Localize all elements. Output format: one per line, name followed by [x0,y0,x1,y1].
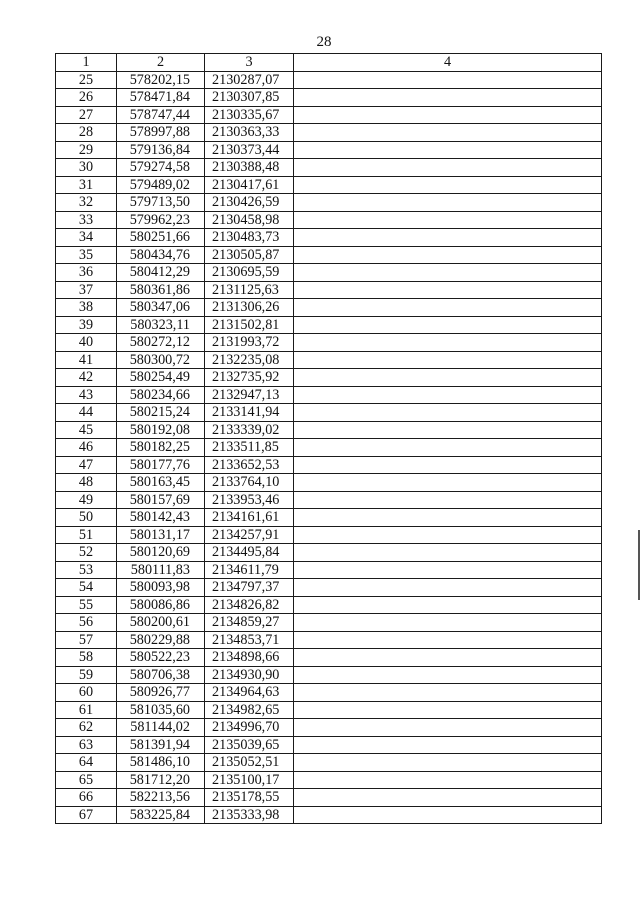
cell-x-coordinate: 580093,98 [117,579,205,597]
cell-x-coordinate: 580086,86 [117,596,205,614]
cell-notes [294,666,602,684]
cell-point-number: 48 [56,474,117,492]
cell-notes [294,491,602,509]
cell-y-coordinate: 2131993,72 [205,334,294,352]
cell-x-coordinate: 580434,76 [117,246,205,264]
cell-x-coordinate: 580177,76 [117,456,205,474]
cell-notes [294,369,602,387]
table-row [56,369,602,387]
cell-y-coordinate: 2130458,98 [205,211,294,229]
cell-notes [294,649,602,667]
cell-y-coordinate: 2132735,92 [205,369,294,387]
table-row [56,106,602,124]
cell-y-coordinate: 2134898,66 [205,649,294,667]
cell-point-number: 40 [56,334,117,352]
table-row [56,701,602,719]
cell-notes [294,544,602,562]
cell-point-number: 39 [56,316,117,334]
cell-y-coordinate: 2130695,59 [205,264,294,282]
cell-point-number: 62 [56,719,117,737]
cell-point-number: 66 [56,789,117,807]
cell-point-number: 61 [56,701,117,719]
cell-x-coordinate: 579274,58 [117,159,205,177]
cell-y-coordinate: 2134611,79 [205,561,294,579]
cell-point-number: 53 [56,561,117,579]
cell-notes [294,264,602,282]
cell-notes [294,474,602,492]
cell-point-number: 56 [56,614,117,632]
cell-y-coordinate: 2135100,17 [205,771,294,789]
table-row [56,544,602,562]
cell-y-coordinate: 2135178,55 [205,789,294,807]
cell-x-coordinate: 580522,23 [117,649,205,667]
table-header-row [56,54,602,72]
table-row [56,631,602,649]
table-row [56,666,602,684]
table-row [56,754,602,772]
cell-point-number: 49 [56,491,117,509]
cell-y-coordinate: 2130335,67 [205,106,294,124]
table-row [56,719,602,737]
cell-x-coordinate: 582213,56 [117,789,205,807]
cell-x-coordinate: 579136,84 [117,141,205,159]
table-row [56,176,602,194]
cell-y-coordinate: 2132235,08 [205,351,294,369]
table-row [56,386,602,404]
cell-y-coordinate: 2133764,10 [205,474,294,492]
cell-x-coordinate: 581712,20 [117,771,205,789]
cell-notes [294,701,602,719]
cell-y-coordinate: 2130483,73 [205,229,294,247]
cell-notes [294,526,602,544]
table-row [56,141,602,159]
table-row [56,351,602,369]
cell-x-coordinate: 578997,88 [117,124,205,142]
cell-y-coordinate: 2132947,13 [205,386,294,404]
cell-x-coordinate: 580234,66 [117,386,205,404]
cell-y-coordinate: 2133511,85 [205,439,294,457]
cell-y-coordinate: 2130363,33 [205,124,294,142]
cell-point-number: 57 [56,631,117,649]
table-row [56,229,602,247]
cell-point-number: 51 [56,526,117,544]
table-row [56,211,602,229]
cell-notes [294,281,602,299]
cell-point-number: 46 [56,439,117,457]
cell-notes [294,351,602,369]
cell-x-coordinate: 580272,12 [117,334,205,352]
cell-y-coordinate: 2130505,87 [205,246,294,264]
cell-point-number: 29 [56,141,117,159]
table-row [56,194,602,212]
cell-notes [294,71,602,89]
cell-notes [294,141,602,159]
cell-x-coordinate: 578202,15 [117,71,205,89]
cell-point-number: 60 [56,684,117,702]
table-row [56,281,602,299]
cell-x-coordinate: 581035,60 [117,701,205,719]
cell-notes [294,509,602,527]
cell-point-number: 42 [56,369,117,387]
cell-y-coordinate: 2130417,61 [205,176,294,194]
cell-point-number: 47 [56,456,117,474]
cell-y-coordinate: 2133652,53 [205,456,294,474]
cell-y-coordinate: 2130287,07 [205,71,294,89]
cell-x-coordinate: 579489,02 [117,176,205,194]
cell-y-coordinate: 2134826,82 [205,596,294,614]
cell-point-number: 33 [56,211,117,229]
cell-point-number: 28 [56,124,117,142]
cell-y-coordinate: 2135052,51 [205,754,294,772]
cell-point-number: 59 [56,666,117,684]
cell-x-coordinate: 581391,94 [117,736,205,754]
cell-x-coordinate: 580300,72 [117,351,205,369]
cell-y-coordinate: 2133339,02 [205,421,294,439]
cell-notes [294,806,602,824]
page-number: 28 [316,34,332,50]
cell-notes [294,596,602,614]
cell-notes [294,386,602,404]
cell-point-number: 52 [56,544,117,562]
cell-notes [294,194,602,212]
cell-y-coordinate: 2134495,84 [205,544,294,562]
cell-x-coordinate: 580200,61 [117,614,205,632]
cell-x-coordinate: 580251,66 [117,229,205,247]
table-row [56,299,602,317]
table-row [56,526,602,544]
cell-x-coordinate: 580361,86 [117,281,205,299]
cell-notes [294,89,602,107]
column-header-notes: 4 [294,54,602,72]
coordinates-table [55,53,602,824]
cell-notes [294,246,602,264]
table-row [56,124,602,142]
cell-y-coordinate: 2131502,81 [205,316,294,334]
table-row [56,736,602,754]
cell-x-coordinate: 583225,84 [117,806,205,824]
cell-notes [294,771,602,789]
table-row [56,246,602,264]
cell-y-coordinate: 2130426,59 [205,194,294,212]
cell-x-coordinate: 580111,83 [117,561,205,579]
table-row [56,806,602,824]
cell-point-number: 58 [56,649,117,667]
cell-y-coordinate: 2130388,48 [205,159,294,177]
cell-point-number: 65 [56,771,117,789]
cell-point-number: 37 [56,281,117,299]
cell-y-coordinate: 2130373,44 [205,141,294,159]
cell-y-coordinate: 2134797,37 [205,579,294,597]
cell-point-number: 25 [56,71,117,89]
table-row [56,789,602,807]
table-row [56,71,602,89]
cell-y-coordinate: 2135039,65 [205,736,294,754]
cell-x-coordinate: 580706,38 [117,666,205,684]
table-row [56,491,602,509]
table-row [56,439,602,457]
cell-point-number: 50 [56,509,117,527]
table-row [56,316,602,334]
cell-point-number: 31 [56,176,117,194]
cell-notes [294,176,602,194]
table-row [56,509,602,527]
cell-x-coordinate: 580142,43 [117,509,205,527]
cell-notes [294,211,602,229]
cell-x-coordinate: 580229,88 [117,631,205,649]
cell-point-number: 35 [56,246,117,264]
cell-y-coordinate: 2131125,63 [205,281,294,299]
cell-x-coordinate: 580182,25 [117,439,205,457]
table-row [56,456,602,474]
cell-x-coordinate: 580323,11 [117,316,205,334]
cell-x-coordinate: 580926,77 [117,684,205,702]
cell-point-number: 45 [56,421,117,439]
cell-notes [294,229,602,247]
cell-y-coordinate: 2134964,63 [205,684,294,702]
cell-point-number: 55 [56,596,117,614]
cell-notes [294,719,602,737]
column-header-y: 3 [205,54,294,72]
cell-point-number: 34 [56,229,117,247]
cell-notes [294,421,602,439]
cell-y-coordinate: 2134982,65 [205,701,294,719]
cell-notes [294,159,602,177]
table-row [56,159,602,177]
cell-point-number: 67 [56,806,117,824]
column-header-point-number: 1 [56,54,117,72]
cell-x-coordinate: 580163,45 [117,474,205,492]
cell-y-coordinate: 2135333,98 [205,806,294,824]
cell-notes [294,789,602,807]
cell-point-number: 36 [56,264,117,282]
cell-x-coordinate: 578471,84 [117,89,205,107]
cell-point-number: 30 [56,159,117,177]
cell-point-number: 63 [56,736,117,754]
cell-notes [294,404,602,422]
cell-point-number: 26 [56,89,117,107]
table-row [56,89,602,107]
cell-notes [294,316,602,334]
table-row [56,596,602,614]
cell-notes [294,684,602,702]
cell-notes [294,106,602,124]
cell-notes [294,736,602,754]
cell-point-number: 64 [56,754,117,772]
table-row [56,561,602,579]
cell-notes [294,614,602,632]
cell-x-coordinate: 580254,49 [117,369,205,387]
cell-x-coordinate: 580412,29 [117,264,205,282]
column-header-x: 2 [117,54,205,72]
cell-x-coordinate: 578747,44 [117,106,205,124]
cell-y-coordinate: 2133953,46 [205,491,294,509]
cell-x-coordinate: 580215,24 [117,404,205,422]
cell-point-number: 43 [56,386,117,404]
cell-x-coordinate: 580120,69 [117,544,205,562]
cell-x-coordinate: 579962,23 [117,211,205,229]
cell-x-coordinate: 581486,10 [117,754,205,772]
table-row [56,649,602,667]
cell-point-number: 27 [56,106,117,124]
cell-point-number: 38 [56,299,117,317]
cell-y-coordinate: 2131306,26 [205,299,294,317]
cell-y-coordinate: 2134853,71 [205,631,294,649]
cell-notes [294,124,602,142]
cell-notes [294,439,602,457]
table-row [56,579,602,597]
cell-notes [294,299,602,317]
cell-point-number: 41 [56,351,117,369]
cell-x-coordinate: 580192,08 [117,421,205,439]
cell-x-coordinate: 580131,17 [117,526,205,544]
cell-notes [294,456,602,474]
cell-notes [294,631,602,649]
cell-notes [294,754,602,772]
table-row [56,614,602,632]
cell-y-coordinate: 2134257,91 [205,526,294,544]
table-row [56,264,602,282]
table-row [56,404,602,422]
cell-y-coordinate: 2134996,70 [205,719,294,737]
table-row [56,771,602,789]
cell-x-coordinate: 581144,02 [117,719,205,737]
table-row [56,474,602,492]
cell-y-coordinate: 2134930,90 [205,666,294,684]
cell-point-number: 32 [56,194,117,212]
cell-y-coordinate: 2134859,27 [205,614,294,632]
cell-y-coordinate: 2130307,85 [205,89,294,107]
cell-point-number: 54 [56,579,117,597]
table-row [56,421,602,439]
cell-notes [294,334,602,352]
cell-x-coordinate: 580157,69 [117,491,205,509]
table-row [56,334,602,352]
cell-notes [294,561,602,579]
cell-x-coordinate: 579713,50 [117,194,205,212]
cell-x-coordinate: 580347,06 [117,299,205,317]
cell-y-coordinate: 2133141,94 [205,404,294,422]
table-body [56,71,602,824]
cell-y-coordinate: 2134161,61 [205,509,294,527]
cell-point-number: 44 [56,404,117,422]
cell-notes [294,579,602,597]
table-row [56,684,602,702]
